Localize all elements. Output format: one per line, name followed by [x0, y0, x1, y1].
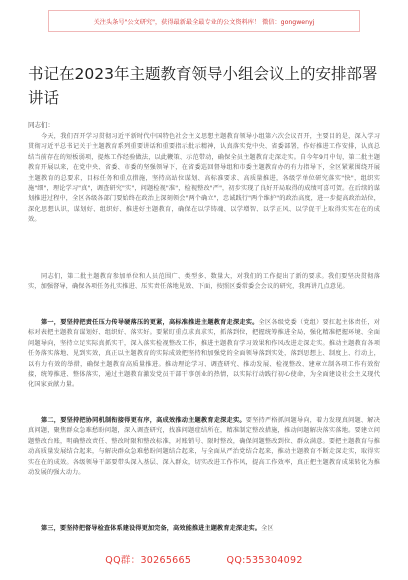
contact-footer: [0, 552, 408, 566]
paragraph-5-body: 全区: [261, 525, 274, 532]
promo-banner: 关注头条号"公文研究"，获得最新最全最专业的公文资料库！ 微信：gongwenyj: [48, 10, 360, 32]
paragraph-4-body: 要坚持严格抓问题导向，着力发现真问题、解决真问题，聚焦群众急难愁盼问题，深入调查研究，找准问题症结所在，精准制定整改措施，推动问题解决落实落地。要建立问题整改台账，明确整改责任、整改时限和整改标准，对账销号、限时整改，确保问题整改到位、群众满意。要把主题教育与推动高质量发展结合起来，与解决群众急难愁盼问题结合起来，与全面从严治党结合起来，推动主题教育不断走深走实，取得实实在在的成效。各级领导干部要带头深入基层、深入群众，切实改进工作作风，提高工作效率，真正把主题教育成果转化为推动发展的强大动力。: [28, 417, 380, 477]
qq-label: QQ:535304092: [226, 555, 303, 566]
paragraph-1: [28, 132, 380, 267]
paragraph-1-body: 今天，我们召开学习贯彻习近平新时代中国特色社会主义思想主题教育领导小组第六次会议召开，主要目的是，深入学习贯彻习近平总书记关于主题教育系列重要讲话和重要指示批示精神，认真落实党中央、省委部署，作好推进工作安排，认真总结当前存在的短板弱项，提炼工作经验做法，以此鞭策、示范带动，确保全员主题教育走深走实。自今年9月中旬，第二批主题教育开展以来，在党中央、省委、市委的坚强领导下，在省委巡回督导组和市委主题教育办的有力指导下，全区紧紧围绕开展主题教育的总要求，目标任务和重点措施，坚持高站位谋划、高标准要求、高质量推进，各级学单位研究落实"快"，组织实施"细"，理论学习"真"，调查研究"实"，问题检视"准"，检视整改"严"，初步实现了良好开局取得的成绩可喜可贺。在后续的谋划推进过程中，全区各级各部门要始终在政治上深刻领会"两个确立"，忠诚践行"两个维护"的政治高度，进一步提高政治站位，深化思想认识，谋划好、组织好、推进好主题教育，确保在以学铸魂、以学增智、以学正风、以学促干上取得实实在在的成效。: [28, 133, 380, 224]
document-title: 书记在2023年主题教育领导小组会议上的安排部署讲话: [28, 65, 378, 107]
paragraph-3-body: 全区各级党委（党组）要扛起主体责任，对标对表把主题教育谋划好、组织好、落实好。要紧盯重点求真求实，抓落到位，把握统筹推进全局，强化精准把握环境、全面问题导向，坚持立足实际真抓实干，深入落实检视整改工作，推进主题教育学习效果和作风改进走深走实。推动主题教育各项任务落实落地、见到实效，真正以主题教育的实际成效把坚持和加强党的全面领导落到实处，落到思想上、制度上、行动上，以有力有效的举措，确保主题教育高质量推进。推动理论学习、调查研究、推动发展、检视整改、建章立制各项工作有效衔接，统筹推进、整体落实，通过主题教育激发党员干部干事创业的热情，以实际行动践行初心使命，为全面建设社会主义现代化国家贡献力量。: [28, 319, 380, 389]
paragraph-5: [28, 524, 380, 535]
paragraph-2: [28, 272, 380, 314]
paragraph-3-lead: 第一，要坚持把责任压力传导硬落压的更紧，高标准推进主题教育走深走实。: [41, 319, 259, 326]
paragraph-3: [28, 318, 380, 412]
paragraph-5-lead: 第三，要坚持把督导检查体系建设得更加完备，高效能推进主题教育走深走实。: [41, 525, 262, 532]
paragraph-4: [28, 416, 380, 520]
paragraph-2-body: 同志们，第二批主题教育参加单位和人员范围广、类型多、数量大，对我们的工作提出了新的要求。我们要坚决贯彻落实，加强督导，确保各项任务扎实推进、压实责任落地见效、下面，按照区委常委会会议的研究，我再讲几点意见。: [28, 273, 380, 291]
qq-group-label: QQ群：30265665: [105, 555, 192, 566]
salutation: 同志们：: [28, 121, 54, 129]
paragraph-4-lead: 第二，要坚持把协同机制衔接得更有序，高成效推动主题教育走深走实。: [41, 417, 246, 424]
